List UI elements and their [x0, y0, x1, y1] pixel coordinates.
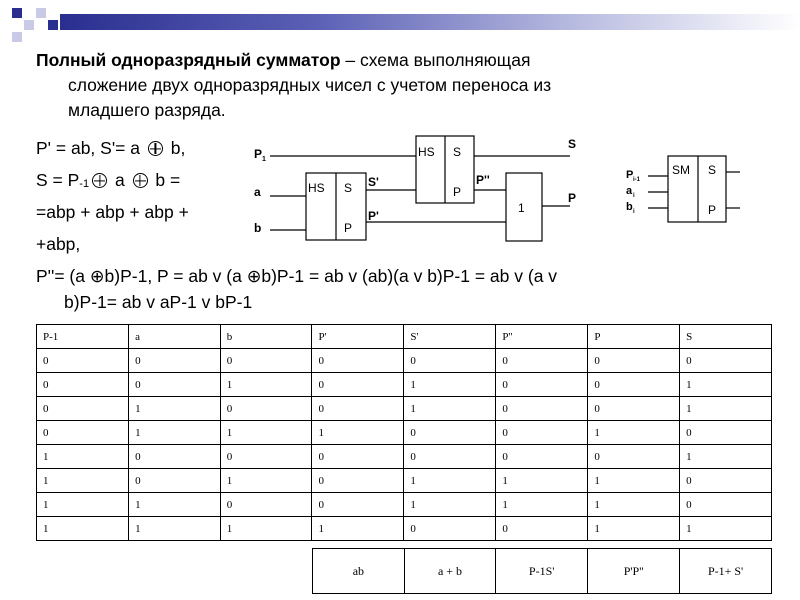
table-cell: 1 — [129, 493, 221, 517]
table-row — [37, 517, 772, 541]
table-row — [37, 469, 772, 493]
table-cell: 0 — [588, 373, 680, 397]
deco-square — [12, 8, 22, 18]
table-cell: 1 — [680, 373, 772, 397]
table-header-cell: P — [588, 325, 680, 349]
title-term: Полный одноразрядный сумматор — [36, 50, 341, 70]
formula-line-3: =abp + abp + abp + — [36, 202, 189, 222]
table-cell: 0 — [312, 445, 404, 469]
svg-text:i: i — [633, 209, 635, 215]
table-cell: 1 — [129, 421, 221, 445]
footer-cell: P'P'' — [588, 549, 680, 594]
table-cell: 0 — [312, 373, 404, 397]
deco-square — [36, 8, 46, 18]
table-cell: 1 — [220, 373, 312, 397]
table-cell: 0 — [312, 349, 404, 373]
table-cell: 0 — [37, 421, 129, 445]
full-adder-diagram — [240, 128, 600, 248]
table-cell: 0 — [496, 397, 588, 421]
table-cell: 0 — [680, 349, 772, 373]
table-header-cell: S — [680, 325, 772, 349]
header-decoration — [0, 0, 800, 36]
svg-text:HS: HS — [308, 181, 325, 195]
table-cell: 1 — [496, 469, 588, 493]
formula-line-1: P' = ab, S'= a b, — [36, 138, 186, 158]
table-cell: 0 — [496, 445, 588, 469]
svg-text:S: S — [708, 163, 717, 177]
table-cell: 1 — [680, 445, 772, 469]
input-a: a — [254, 185, 261, 199]
xor-icon — [92, 173, 107, 188]
table-cell: 0 — [680, 469, 772, 493]
xor-icon — [133, 173, 148, 188]
formula-line-5: P''= (a ⊕b)P-1, P = ab v (a ⊕b)P-1 = ab v (ab)(a v b)P-1 = ab v (a v — [36, 266, 558, 286]
table-cell: 0 — [588, 397, 680, 421]
table-cell: 1 — [37, 445, 129, 469]
footer-cell: P-1S' — [496, 549, 588, 594]
table-cell: 1 — [37, 493, 129, 517]
table-cell: 0 — [129, 349, 221, 373]
table-header-row — [37, 325, 772, 349]
table-cell: 0 — [496, 421, 588, 445]
svg-text:a: a — [626, 185, 633, 197]
table-cell: 0 — [312, 493, 404, 517]
table-cell: 1 — [312, 517, 404, 541]
table-cell: 0 — [496, 349, 588, 373]
table-cell: 0 — [588, 349, 680, 373]
table-cell: 1 — [404, 397, 496, 421]
gradient-bar — [60, 14, 800, 30]
table-cell: 0 — [404, 349, 496, 373]
table-cell: 0 — [37, 349, 129, 373]
table-cell: 1 — [37, 517, 129, 541]
svg-text:1: 1 — [262, 156, 266, 163]
table-cell: 0 — [220, 493, 312, 517]
table-cell: 0 — [404, 445, 496, 469]
table-cell: 0 — [37, 373, 129, 397]
table-cell: 1 — [129, 517, 221, 541]
table-header-cell: P-1 — [37, 325, 129, 349]
svg-text:P: P — [344, 221, 353, 235]
svg-text:i-1: i-1 — [633, 177, 641, 183]
table-cell: 1 — [588, 421, 680, 445]
table-cell: 1 — [588, 469, 680, 493]
table-cell: 1 — [404, 493, 496, 517]
deco-square — [12, 32, 22, 42]
xor-icon — [148, 141, 163, 156]
table-cell: 0 — [496, 373, 588, 397]
or-label: 1 — [518, 201, 525, 215]
sm-block-diagram — [620, 150, 750, 230]
formula-line-6: b)P-1= ab v aP-1 v bP-1 — [64, 292, 253, 312]
table-cell: 1 — [312, 421, 404, 445]
svg-text:P: P — [626, 169, 634, 181]
table-cell: 0 — [220, 397, 312, 421]
table-cell: 1 — [588, 493, 680, 517]
svg-text:P: P — [708, 203, 717, 217]
definition-text — [36, 48, 756, 123]
s-prime-label: S' — [368, 175, 379, 189]
formula-line-4: +abp, — [36, 234, 81, 254]
svg-text:S: S — [453, 145, 462, 159]
table-row — [37, 349, 772, 373]
truth-table-footer — [312, 548, 772, 594]
title-rest: – схема выполняющая — [340, 50, 531, 70]
svg-text:b: b — [626, 201, 633, 213]
table-cell: 1 — [680, 397, 772, 421]
footer-cell: a + b — [404, 549, 496, 594]
table-cell: 1 — [404, 373, 496, 397]
table-cell: 0 — [312, 469, 404, 493]
footer-row — [313, 549, 772, 594]
footer-cell: P-1+ S' — [680, 549, 772, 594]
table-header-cell: P'' — [496, 325, 588, 349]
table-cell: 0 — [129, 469, 221, 493]
table-cell: 1 — [496, 493, 588, 517]
formula-line-2: S = P-1 a b = — [36, 170, 181, 190]
title-line-3: младшего разряда. — [68, 100, 226, 120]
deco-square — [48, 20, 58, 30]
truth-table — [36, 324, 772, 541]
table-cell: 0 — [680, 421, 772, 445]
table-cell: 1 — [588, 517, 680, 541]
table-cell: 1 — [404, 469, 496, 493]
svg-text:i: i — [633, 193, 635, 199]
table-header-cell: b — [220, 325, 312, 349]
table-cell: 1 — [220, 469, 312, 493]
table-cell: 1 — [680, 517, 772, 541]
table-cell: 0 — [129, 373, 221, 397]
title-line-2: сложение двух одноразрядных чисел с учетом переноса из — [68, 75, 552, 95]
svg-text:P: P — [453, 185, 462, 199]
table-cell: 1 — [129, 397, 221, 421]
table-cell: 0 — [129, 445, 221, 469]
table-cell: 0 — [404, 517, 496, 541]
table-cell: 0 — [220, 445, 312, 469]
output-s: S — [568, 137, 577, 151]
table-cell: 0 — [312, 397, 404, 421]
table-header-cell: a — [129, 325, 221, 349]
table-header-cell: S' — [404, 325, 496, 349]
table-row — [37, 373, 772, 397]
output-p: P — [568, 191, 577, 205]
table-cell: 0 — [37, 397, 129, 421]
svg-text:SM: SM — [672, 163, 690, 177]
table-cell: 0 — [496, 517, 588, 541]
table-cell: 0 — [680, 493, 772, 517]
table-cell: 1 — [37, 469, 129, 493]
deco-square — [24, 20, 34, 30]
input-p1: P — [254, 147, 263, 161]
p-double-prime-label: P'' — [476, 173, 490, 187]
table-cell: 1 — [220, 517, 312, 541]
input-b: b — [254, 221, 262, 235]
table-cell: 1 — [220, 421, 312, 445]
footer-cell: ab — [313, 549, 405, 594]
p-prime-label: P' — [368, 209, 379, 223]
table-cell: 0 — [220, 349, 312, 373]
table-row — [37, 493, 772, 517]
table-row — [37, 445, 772, 469]
table-cell: 0 — [588, 445, 680, 469]
table-row — [37, 397, 772, 421]
svg-text:HS: HS — [418, 145, 435, 159]
svg-text:S: S — [344, 181, 353, 195]
table-header-cell: P' — [312, 325, 404, 349]
table-cell: 0 — [404, 421, 496, 445]
table-row — [37, 421, 772, 445]
